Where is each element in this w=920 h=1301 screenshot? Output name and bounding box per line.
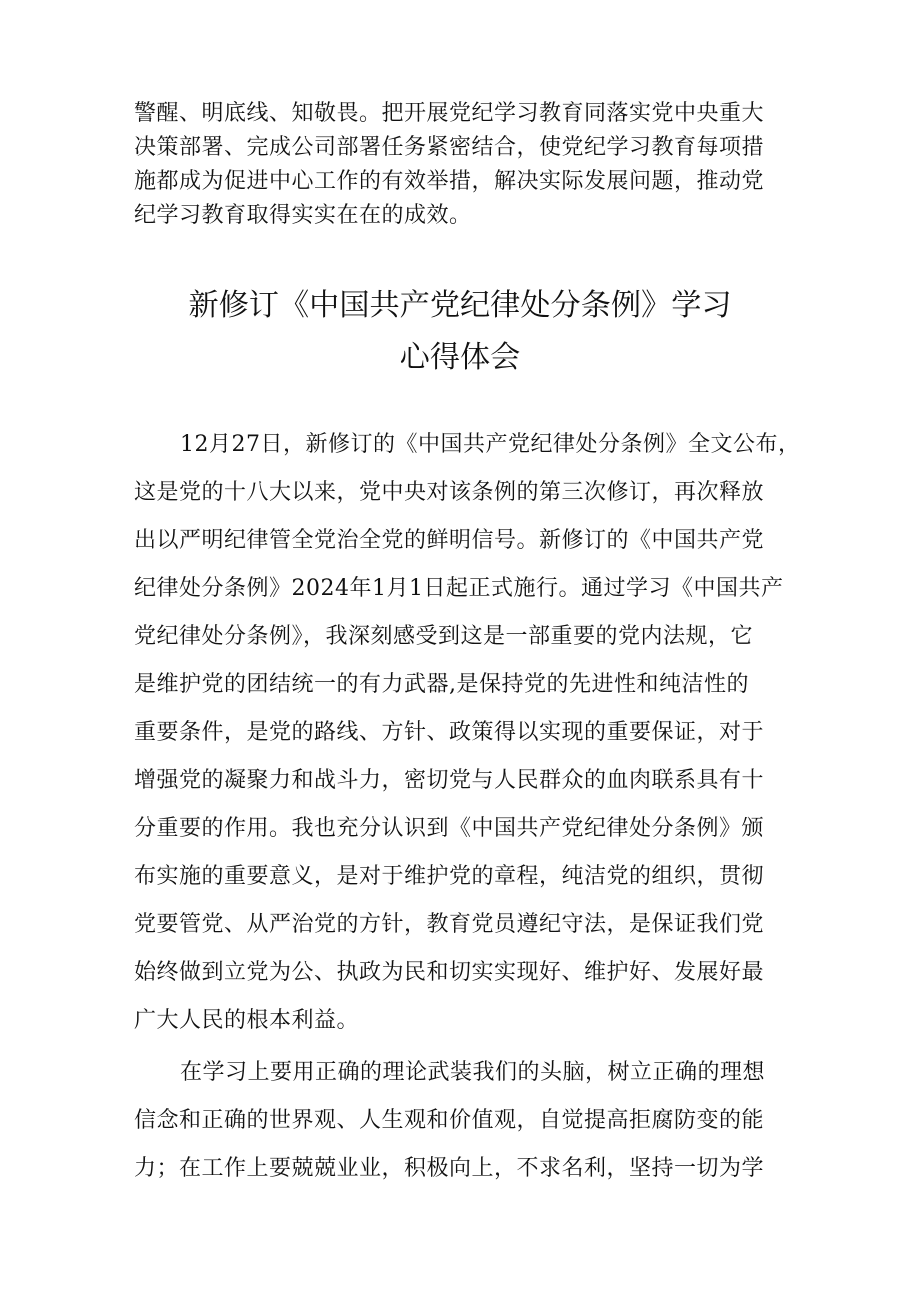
paragraph-line: 党要管党、从严治党的方针，教育党员遵纪守法，是保证我们党 <box>134 912 765 937</box>
paragraph-line: 始终做到立党为公、执政为民和切实实现好、维护好、发展好最 <box>134 960 765 985</box>
paragraph-line: 这是党的十八大以来，党中央对该条例的第三次修订，再次释放 <box>134 480 765 505</box>
intro-line: 施都成为促进中心工作的有效举措，解决实际发展问题，推动党 <box>134 169 765 194</box>
title-line: 新修订《中国共产党纪律处分条例》学习 <box>188 288 732 323</box>
paragraph-line: 力；在工作上要兢兢业业，积极向上，不求名利，坚持一切为学 <box>134 1156 765 1181</box>
paragraph-line: 布实施的重要意义，是对于维护党的章程，纯洁党的组织，贯彻 <box>134 864 765 889</box>
intro-line: 纪学习教育取得实实在在的成效。 <box>134 203 472 228</box>
paragraph-line: 重要条件，是党的路线、方针、政策得以实现的重要保证，对于 <box>134 720 765 745</box>
intro-line: 决策部署、完成公司部署任务紧密结合，使党纪学习教育每项措 <box>134 135 765 160</box>
paragraph-line: 广大人民的根本利益。 <box>134 1008 360 1033</box>
paragraph-line: 出以严明纪律管全党治全党的鲜明信号。新修订的《中国共产党 <box>134 528 765 553</box>
title-line: 心得体会 <box>399 340 521 375</box>
paragraph-line: 纪律处分条例》2024年1月1日起正式施行。通过学习《中国共产 <box>134 576 784 601</box>
paragraph-line: 分重要的作用。我也充分认识到《中国共产党纪律处分条例》颁 <box>134 816 765 841</box>
paragraph-line: 信念和正确的世界观、人生观和价值观，自觉提高拒腐防变的能 <box>134 1108 765 1133</box>
paragraph-line: 12月27日，新修订的《中国共产党纪律处分条例》全文公布， <box>180 432 801 457</box>
intro-line: 警醒、明底线、知敬畏。把开展党纪学习教育同落实党中央重大 <box>134 101 765 126</box>
paragraph-line: 在学习上要用正确的理论武装我们的头脑，树立正确的理想 <box>180 1060 766 1085</box>
paragraph-line: 党纪律处分条例》，我深刻感受到这是一部重要的党内法规，它 <box>134 624 754 649</box>
paragraph-line: 增强党的凝聚力和战斗力，密切党与人民群众的血肉联系具有十 <box>134 768 765 793</box>
paragraph-line: 是维护党的团结统一的有力武器,是保持党的先进性和纯洁性的 <box>134 672 749 697</box>
